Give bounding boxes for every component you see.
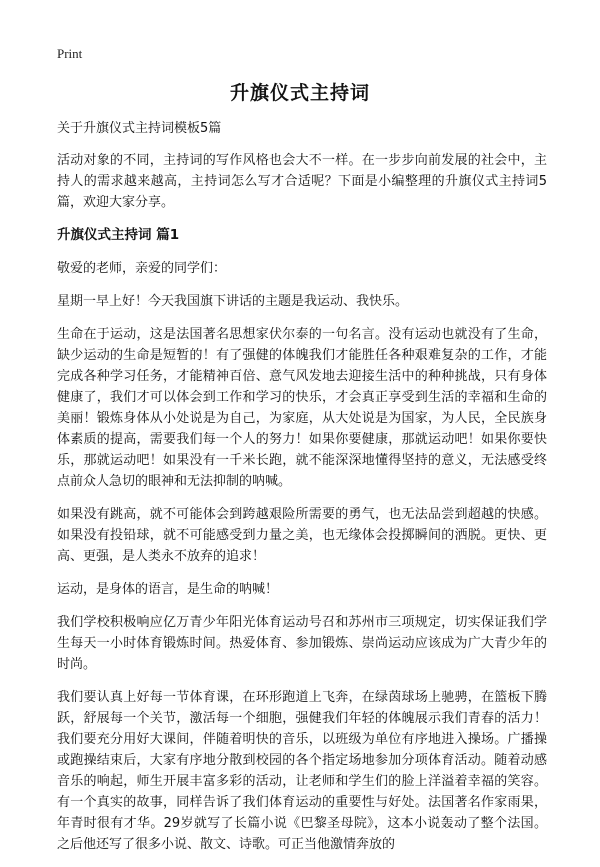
- body-paragraph: 如果没有跳高，就不可能体会到跨越艰险所需要的勇气，也无法品尝到超越的快感。如果没有投铅球，就不可能感受到力量之美，也无缘体会投掷瞬间的洒脱。更快、更高、更强，是人类永不放弃的追求！: [57, 507, 547, 564]
- body-paragraph: 我们学校积极响应亿万青少年阳光体育运动号召和苏州市三项规定，切实保证我们学生每天一小时体育锻炼时间。热爱体育、参加锻炼、崇尚运动应该成为广大青少年的时尚。: [57, 615, 547, 672]
- article-subtitle: 关于升旗仪式主持词模板5篇: [57, 121, 222, 136]
- section-heading: 升旗仪式主持词 篇1: [57, 227, 180, 243]
- body-paragraph: 生命在于运动，这是法国著名思想家伏尔泰的一句名言。没有运动也就没有了生命，缺少运动的生命是短暂的！有了强健的体魄我们才能胜任各种艰难复杂的工作，才能完成各种学习任务，才能精神百倍、意气风发地去迎接生活中的种种挑战，只有身体健康了，我们才可以体会到工作和学习的快乐，才会真正享受到生活的幸福和生命的美丽！锻炼身体从小处说是为自己，为家庭，从大处说是为国家，为人民，全民族身体素质的提高，需要我们每一个人的努力！如果你要健康，那就运动吧！如果你要快乐，那就运动吧！如果没有一千米长跑，就不能深深地懂得坚持的意义，无法感受终点前众人急切的眼神和无法抑制的呐喊。: [57, 327, 547, 489]
- page-title: 升旗仪式主持词: [229, 82, 370, 104]
- print-link[interactable]: Print: [57, 46, 83, 61]
- body-paragraph: 运动，是身体的语言，是生命的呐喊！: [57, 582, 279, 597]
- article-body: [57, 118, 547, 867]
- body-paragraph: 我们要认真上好每一节体育课，在环形跑道上飞奔，在绿茵球场上驰骋，在篮板下腾跃，舒展每一个关节，激活每一个细胞，强健我们年轻的体魄展示我们青春的活力！我们要充分用好大课间，伴随着明快的音乐，以班级为单位有序地进入操场。广播操或跑操结束后，大家有序地分散到校园的各个指定场地参加分项体育活动。随着动感音乐的响起，师生开展丰富多彩的活动，让老师和学生们的脸上洋溢着幸福的笑容。有一个真实的故事，同样告诉了我们体育运动的重要性与好处。法国著名作家雨果，年青时很有才华。29岁就写了长篇小说《巴黎圣母院》，这本小说轰动了整个法国。之后他还写了很多小说、散文、诗歌。可正当他激情奔放的: [57, 690, 547, 852]
- intro-paragraph: 活动对象的不同，主持词的写作风格也会大不一样。在一步步向前发展的社会中，主持人的需求越来越高，主持词怎么写才合适呢？下面是小编整理的升旗仪式主持词5篇，欢迎大家分享。: [57, 153, 547, 210]
- salutation-paragraph: 敬爱的老师，亲爱的同学们：: [57, 261, 227, 276]
- greeting-paragraph: 星期一早上好！今天我国旗下讲话的主题是我运动、我快乐。: [57, 294, 409, 309]
